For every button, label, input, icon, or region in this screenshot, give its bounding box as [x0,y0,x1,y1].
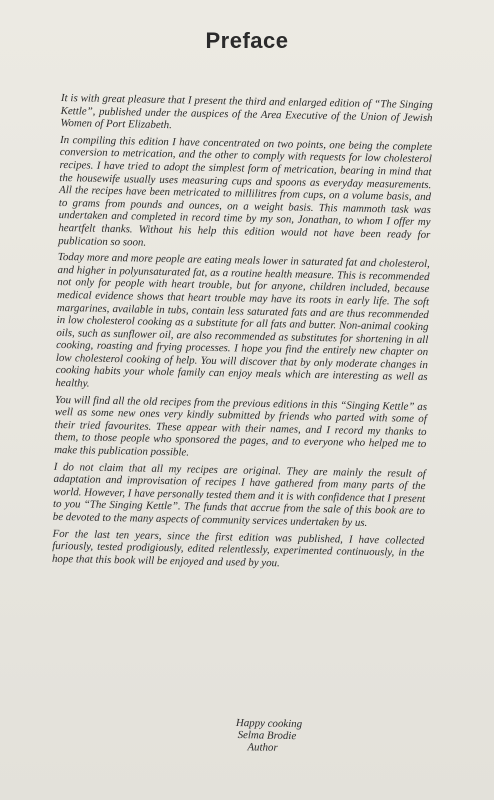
page-title: Preface [205,28,289,53]
signoff-name: Selma Brodie [237,729,297,743]
paragraph-metrication: In compiling this edition I have concentrated on two points, one being the complete conversion to metrication, and the other to comply with requests for low cholesterol recipes. I have tried to adopt the simplest form of metrication, bearing in mind that the housewife usually uses measuring cups and spoons as everyday measurements. All the recipes have been metricated to millilitres from cups, on a volume basis, and to grams from pounds and ounces, on a weight basis. This mammoth task was undertaken and completed in record time by my son, Jonathan, to whom I offer my heartfelt thanks. Without his help this edition would not have been ready for publication so soon. [58,133,433,249]
paragraph-intro: It is with great pleasure that I present the third and enlarged edition of “The Singing Kettle”, published under the auspices of the Area Executive of the Union of Jewish Women of Port Elizabeth. [60,92,433,132]
paragraph-originality: I do not claim that all my recipes are original. They are mainly the result of adaptation and improvisation of recipes I have gathered from many parts of the world. However, I have personally tested them and it is with confidence that I present to you “The Singing Kettle”. The funds that accrue from the sale of this book are to be devoted to the many aspects of community services undertaken by us. [52,460,426,529]
signoff-closing: Happy cooking [235,717,303,731]
signoff-role: Author [247,741,278,755]
paragraph-recipes: You will find all the old recipes from the previous editions in this “Singing Kettle” as well as some new ones very kindly submitted by friends who parted with some of their tried favourites. These appear with their names, and I record my thanks to them, to those people who sponsored the pages, and to everyone who helped me to make this publication possible. [54,393,428,459]
preface-body [52,92,433,576]
paragraph-history: For the last ten years, since the first edition was published, I have collected furiously, tested prodigiously, edited relentlessly, experimented continuously, in the hope that this book will be enjoyed and used by you. [51,527,425,570]
paragraph-health: Today more and more people are eating meals lower in saturated fat and cholesterol, and higher in polyunsaturated fat, as a routine health measure. This is recommended not only for people with heart trouble, but for anyone, children included, because medical evidence shows that heart trouble may have its roots in early life. The soft margarines, available in tubs, contain less saturated fats and are thus recommended in low cholesterol cooking as a substitute for all fats and butter. Non-animal cooking oils, such as sunflower oil, are also recommended as substitutes for shortening in all cooking, roasting and frying processes. I hope you find the entirely new chapter on low cholesterol cooking of help. You will discover that by only moderate changes in cooking habits your whole family can enjoy meals which are interesting as well as healthy. [55,251,430,390]
signoff [235,717,356,756]
